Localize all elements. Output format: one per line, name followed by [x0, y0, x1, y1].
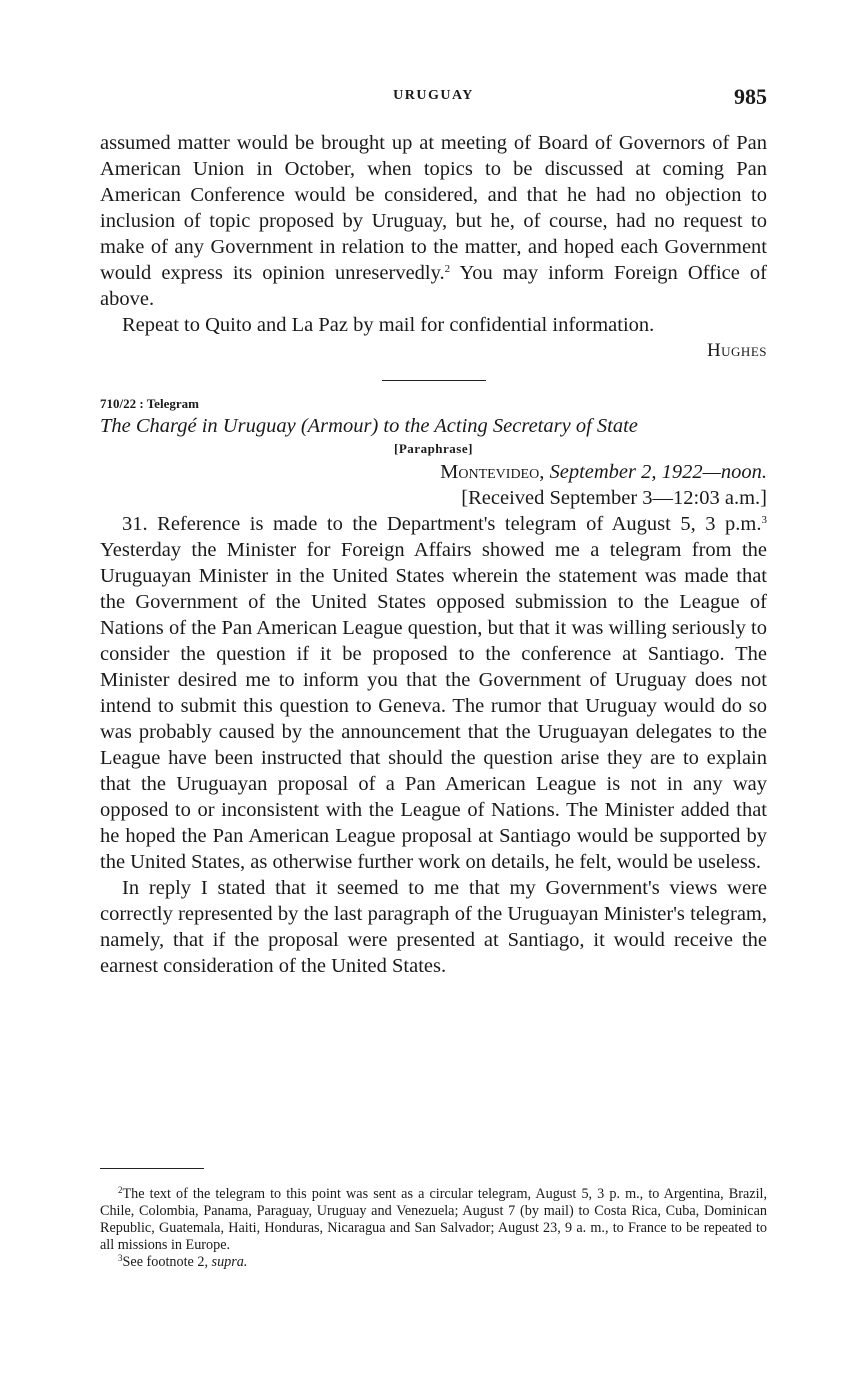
footnote-ref-2: 2 — [444, 263, 451, 275]
telegram-paragraph-2: In reply I stated that it seemed to me that my Government's views were correctly represented by the last paragraph of the Uruguayan Minister's telegram, namely, that if the proposal were presented at Santiago, it would receive the earnest consideration of the United States. — [100, 877, 767, 977]
running-title: URUGUAY — [393, 88, 474, 103]
dateline — [100, 459, 767, 485]
dateline-date: September 2, 1922—noon. — [549, 461, 767, 483]
paragraph-1-start: 31. Reference is made to the Department's telegram of August 5, 3 p.m. — [122, 513, 762, 535]
footnote-3-text: See footnote 2, — [122, 1254, 212, 1270]
received-line: [Received September 3—12:03 a.m.] — [461, 487, 767, 509]
page-number: 985 — [734, 84, 767, 109]
footnote-2-text: The text of the telegram to this point was sent as a circular telegram, August 5, 3 p. m., to Argentina, Brazil, Chile, Colombia, Panama, Paraguay, Uruguay and Venezuela; August 7 (by mail) to Costa Rica, Cuba, Dominican Republic, Guatemala, Haiti, Honduras, Nicaragua and San Salvador; August 23, 9 a. m., to France to be repeated to all missions in Europe. — [100, 1186, 767, 1253]
section-divider — [382, 380, 486, 381]
footnote-3-marker: 3 — [118, 1253, 123, 1263]
telegram-paragraph-1 — [100, 511, 767, 875]
continuation-text: assumed matter would be brought up at meeting of Board of Governors of Pan American Union in October, when topics to be discussed at coming Pan American Conference would be considered, and that he had no objection to inclusion of topic proposed by Uruguay, but he, of course, had no request to make of any Government in relation to the matter, and hoped each Government would express its opinion unreservedly. — [100, 132, 767, 284]
footnote-ref-3: 3 — [761, 514, 767, 526]
heading-part-1: The Chargé in Uruguay ( — [100, 415, 308, 437]
heading-part-2: ) to the Acting Secretary of State — [371, 415, 638, 437]
file-reference: 710/22 : Telegram — [100, 396, 199, 411]
footnote-2-marker: 2 — [118, 1185, 123, 1195]
footnote-2 — [100, 1186, 767, 1254]
continuation-paragraph — [100, 130, 767, 312]
footnote-3 — [100, 1254, 767, 1271]
signature: Hughes — [706, 340, 767, 361]
paragraph-1-rest: Yesterday the Minister for Foreign Affairs showed me a telegram from the Uruguayan Minister in the United States wherein the statement was made that the Government of the United States opposed submission to the League of Nations of the Pan American League question, but that it was willing seriously to consider the question if it be proposed to the conference at Santiago. The Minister desired me to inform you that the Government of Uruguay does not intend to submit this question to Geneva. The rumor that Uruguay would do so was probably caused by the announcement that the Uruguayan delegates to the League have been instructed that should the question arise they are to explain that the Uruguayan proposal of a Pan American League is not in any way opposed to or inconsistent with the League of Nations. The Minister added that he hoped the Pan American League proposal at Santiago would be supported by the United States, as otherwise further work on details, he felt, would be useless. — [100, 539, 767, 873]
body-text — [100, 130, 767, 979]
running-header — [100, 86, 767, 114]
continuation-text-end: You may inform Foreign Office of above. — [100, 262, 767, 310]
dateline-place: Montevideo, — [440, 461, 545, 483]
footnote-rule — [100, 1168, 204, 1169]
footnotes — [100, 1186, 767, 1271]
footnote-3-italic: supra. — [211, 1254, 248, 1270]
heading-sender-name: Armour — [307, 415, 372, 437]
paraphrase-label: [Paraphrase] — [394, 441, 473, 456]
document-heading — [100, 413, 767, 439]
repeat-instruction: Repeat to Quito and La Paz by mail for confidential information. — [122, 314, 655, 336]
